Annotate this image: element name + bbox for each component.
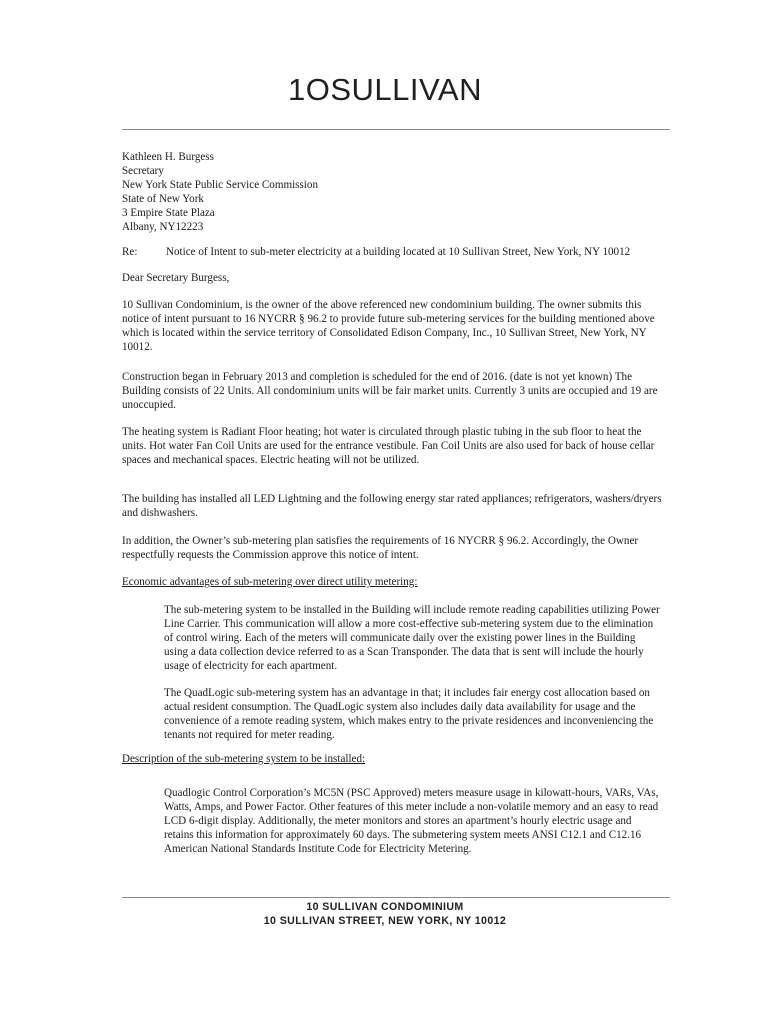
body-paragraph-heating: The heating system is Radiant Floor heating; hot water is circulated through plastic tubing in the sub floor to heat the units. Hot water Fan Coil Units are used for the entrance vestibule. Fan Coil Units are also used for back of house cellar spaces and mechanical spaces. Electric heating will not be utilized. <box>122 426 655 466</box>
address-line: Albany, NY12223 <box>122 221 204 233</box>
subject-label: Re: <box>122 246 138 258</box>
section-heading-description: Description of the sub-metering system to be installed: <box>122 753 366 765</box>
salutation: Dear Secretary Burgess, <box>122 272 230 284</box>
economic-paragraph-quadlogic: The QuadLogic sub-metering system has an advantage in that; it includes fair energy cost allocation based on actual resident consumption. The QuadLogic system also includes daily data availability for usage and the convenience of a remote reading system, which makes entry to the private residences and inconveniencing the tenants not required for meter reading. <box>164 687 654 741</box>
subject-line <box>122 245 662 259</box>
subject-text: Notice of Intent to sub-meter electricity at a building located at 10 Sullivan Street, New York, NY 10012 <box>166 246 631 258</box>
footer-divider <box>122 897 670 898</box>
header-divider <box>122 129 670 130</box>
address-line: State of New York <box>122 193 204 205</box>
address-line: New York State Public Service Commission <box>122 179 318 191</box>
section-heading-economic: Economic advantages of sub-metering over direct utility metering: <box>122 576 418 588</box>
recipient-address <box>122 150 662 234</box>
body-paragraph-ownership: 10 Sullivan Condominium, is the owner of the above referenced new condominium building. The owner submits this notice of intent pursuant to 16 NYCRR § 96.2 to provide future sub-metering services for the building mentioned above which is located within the service territory of Consolidated Edison Company, Inc., 10 Sullivan Street, New York, NY 10012. <box>122 299 655 353</box>
footer-address: 10 SULLIVAN STREET, NEW YORK, NY 10012 <box>263 915 507 927</box>
address-line: Secretary <box>122 165 164 177</box>
body-paragraph-request: In addition, the Owner’s sub-metering plan satisfies the requirements of 16 NYCRR § 96.2. Accordingly, the Owner respectfully requests the Commission approve this notice of intent. <box>122 535 639 561</box>
footer-name: 10 SULLIVAN CONDOMINIUM <box>306 901 464 913</box>
description-paragraph-meter: Quadlogic Control Corporation’s MC5N (PSC Approved) meters measure usage in kilowatt-hours, VARs, VAs, Watts, Amps, and Power Factor. Other features of this meter include a non-volatile memory and an easy to read LCD 6-digit display. Additionally, the meter monitors and stores an apartment’s hourly electric usage and retains this information for approximately 60 days. The submetering system meets ANSI C12.1 and C12.16 American National Standards Institute Code for Electricity Metering. <box>164 787 659 855</box>
body-paragraph-construction: Construction began in February 2013 and completion is scheduled for the end of 2016. (date is not yet known) The Building consists of 22 Units. All condominium units will be fair market units. Currently 3 units are occupied and 19 are unoccupied. <box>122 371 658 411</box>
address-line: Kathleen H. Burgess <box>122 151 214 163</box>
body-paragraph-lighting: The building has installed all LED Lightning and the following energy star rated appliances; refrigerators, washers/dryers and dishwashers. <box>122 493 662 519</box>
economic-paragraph-remote-reading: The sub-metering system to be installed in the Building will include remote reading capabilities utilizing Power Line Carrier. This communication will allow a more cost-effective sub-metering system due to the elimination of control wiring. Each of the meters will communicate daily over the existing power lines in the Building using a data collection device referred to as a Scan Transponder. The data that is sent will include the hourly usage of electricity for each apartment. <box>164 604 660 672</box>
address-line: 3 Empire State Plaza <box>122 207 215 219</box>
letterhead-logo: 1OSULLIVAN <box>288 72 482 107</box>
